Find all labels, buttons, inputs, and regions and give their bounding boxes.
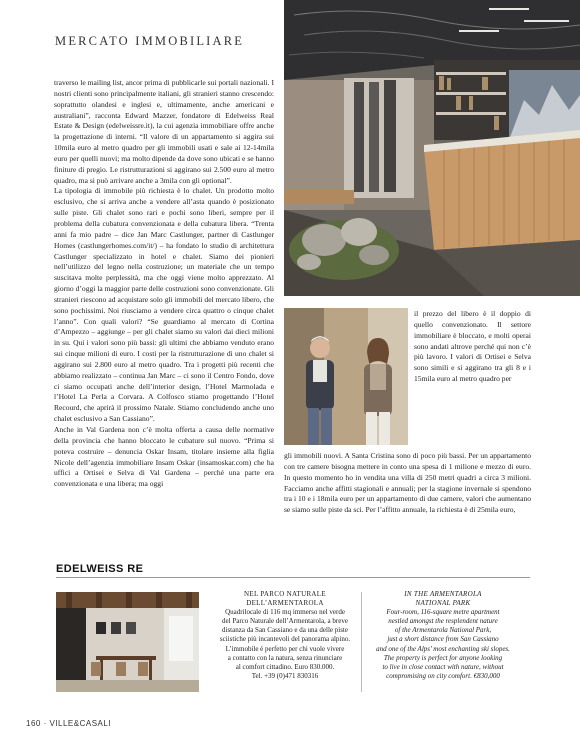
listing-phone: Tel. +39 (0)471 830316	[251, 671, 319, 680]
listing-line: distanza da San Cassiano e da una delle piste	[222, 626, 348, 635]
listing-line: to live in close contact with nature, without	[382, 662, 504, 671]
column-divider	[361, 592, 362, 692]
listing-photo	[56, 592, 199, 692]
listing-line: just a short distance from San Cassiano	[387, 635, 499, 644]
paragraph: traverso le mailing list, ancor prima di pubblicarle sui portali nazionali. I nostri clienti sono principalmente italiani, gli stranieri stanno crescendo: soprattutto olandesi e inglesi e, ultimamente, anche americani e australiani”, racconta Edward Mazzer, fondatore di Edelweiss Real Estate & Design (edelweissre.it), la cui agenzia immobiliare offre anche la progettazione di interni. “Il valore di un appartamento si aggira sui 10mila euro al metro quadro per gli immobili usati e sale ai 12-14mila euro per quelli nuovi; ma molto dipende da dove sono ubicati e se hanno finiture di pregio. Le ristrutturazioni si aggirano sui 2.500 euro al metro quadro, ma si può arrivare anche a 3mila con gli optional”.	[54, 78, 274, 185]
article-column-left	[54, 78, 274, 490]
listing-line: and one of the Alps’ most enchanting ski slopes.	[376, 644, 510, 653]
paragraph: Anche in Val Gardena non c’è molta offerta a causa delle normative della provincia che hanno bloccato le cubature sul nuovo. “Prima si poteva costruire – denuncia Oskar Insam, titolare insieme alla figlia Nicole dell’agenzia immobiliare Insam Oskar (insamoskar.com) che ha uffici a Ortisei e Selva di Val Gardena – perché una parte era convenzionata e una libera; ma oggi	[54, 425, 274, 489]
listing-heading-line: DELL’ARMENTAROLA	[246, 599, 324, 608]
listing-line: compromising on city comfort. €830,000	[386, 671, 500, 680]
interior-photo	[284, 0, 580, 296]
listing-box-title: EDELWEISS RE	[56, 563, 144, 575]
listing-line: a contatto con la natura, senza rinunciare	[227, 653, 343, 662]
page-footer: 160 · VILLE&CASALI	[26, 719, 112, 728]
paragraph: La tipologia di immobile più richiesta è lo chalet. Un prodotto molto esclusivo, che si arriva anche a vendere all’asta quando è posizionato sulle piste. Gli chalet sono rari e pochi sono liberi, sempre per il problema della cubatura convenzionata e della cubatura libera. “Trenta anni fa mio padre – dice Jan Marc Castlunger, partner di Castlunger Homes (castlungerhomes.com/it/) – ha fondato lo studio di architettura Castlunger specializzato in hotel e chalet. Siamo dei pionieri nell’utilizzo del legno nella costruzione; un materiale che un tempo suscitava molte perplessità, ma che oggi viene molto apprezzato. Al giorno d’oggi la maggior parte delle costruzioni sono convenzionate. Gli stranieri riescono ad acquistare solo gli immobili del mercato libero, che sono pochissimi. Noi riusciamo a vendere circa quattro o cinque chalet l’anno”. Con quali valori? “Se guardiamo al mercato di Cortina d’Ampezzo – aggiunge – per gli chalet siamo su valori dai dieci milioni in su. Qui i valori sono più bassi: gli ultimi che abbiamo venduto erano sui cinque milioni di euro. I costi per la ristrutturazione di uno chalet si aggirano sui 2.800 euro al metro quadro. Tra i progetti più recenti che abbiamo realizzato – continua Jan Marc – ci sono il Centro Fondo, dove ci siamo occupati anche dell’interior design, l’Hotel Marmolada e l’Hotel La Perla a Corvara. A Colfosco stiamo progettando l’Hotel Recourd, che aprirà il prossimo Natale. Stiamo concludendo anche uno chalet esclusivo a San Cassiano”.	[54, 186, 274, 424]
listing-heading-line: NEL PARCO NATURALE	[244, 590, 326, 598]
listing-heading-line: IN THE ARMENTAROLA	[404, 590, 482, 598]
listing-description-italian	[209, 590, 361, 681]
listing-line: sciistiche più incantevoli del panorama alpino.	[219, 635, 351, 644]
listing-line: The property is perfect for anyone looking	[383, 653, 503, 662]
listing-line: L’immobile è perfetto per chi vuole vivere	[225, 644, 345, 653]
listing-description-english	[369, 590, 517, 681]
listing-line: Quadrilocale di 116 mq immerso nel verde	[225, 608, 345, 617]
listing-line: del Parco Naturale dell’Armentarola, a breve	[222, 617, 348, 626]
listing-heading-line: NATIONAL PARK	[415, 599, 471, 608]
listing-line: nestled amongst the resplendent nature	[388, 617, 498, 626]
article-column-right-wide: gli immobili nuovi. A Santa Cristina sono di poco più bassi. Per un appartamento con tre camere bisogna mettere in conto una spesa di 1 milione e mezzo di euro. In questo momento ho in vendita una villa di 250 metri quadri a circa 3 milioni. Facciamo anche affitti stagionali e annuali; per la stagione invernale si spendono tra i 10 e i 18mila euro per un appartamento di due camere, valori che aumentano se siamo sulle piste da sci. Per l’affitto annuale, la richiesta è di 25mila euro,	[284, 451, 531, 515]
owners-portrait-photo	[284, 308, 408, 445]
article-column-right-narrow: il prezzo del libero è il doppio di quello convenzionato. Il settore immobiliare è bloccato, e molti operai sono andati altrove perché qui non c’è più lavoro. I valori di Ortisei e Selva sono simili e si aggirano tra gli 8 e i 15mila euro al metro quadro per	[414, 309, 531, 384]
divider	[56, 577, 530, 578]
section-title: MERCATO IMMOBILIARE	[55, 34, 245, 48]
listing-line: al comfort cittadino. Euro 830.000.	[235, 662, 335, 671]
listing-line: of the Armentarola National Park,	[394, 626, 492, 635]
listing-line: Four-room, 116-square metre apartment	[386, 608, 500, 617]
